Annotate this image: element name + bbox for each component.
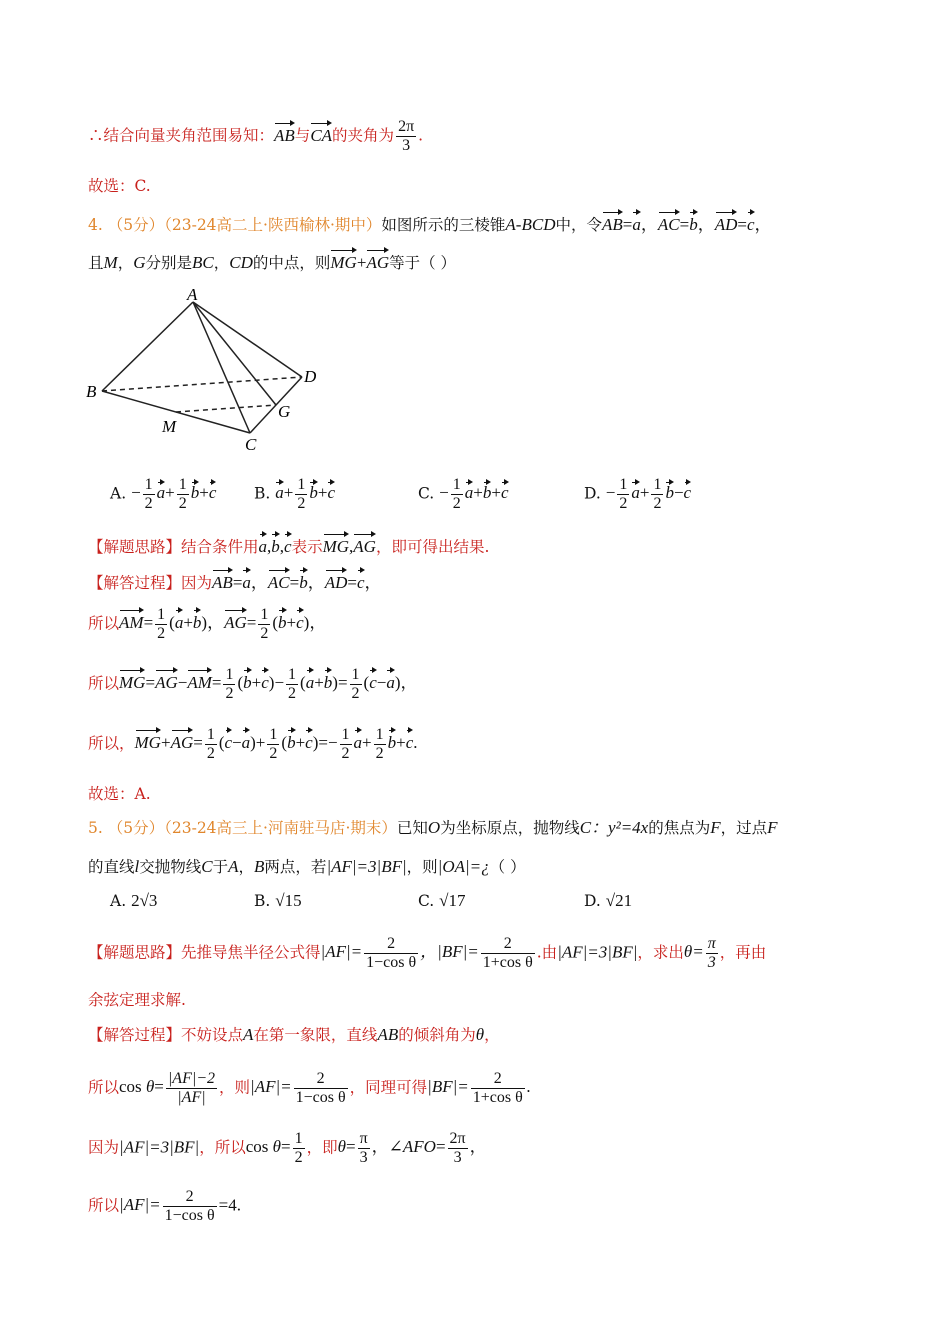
q5-process-line4: 所以|AF|= $\frac{2}{\text{1−cos θ}}$ =4. [88, 1188, 241, 1224]
q5-stem-line2: 的直线l交抛物线C于A，B两点，若|AF|=3|BF|，则|OA|=¿（ ） [88, 857, 526, 876]
q4-process-line2: 所以AM= $\frac{1}{2}$ (a+b)，AG= $\frac{1}{2}$ (b+c)， [88, 606, 327, 642]
q4-analysis: 【解题思路】结合条件用a,b,c表示MG,AG，即可得出结果. [88, 531, 489, 559]
intro-suffix: 的夹角为 [332, 126, 395, 145]
q5-process-line3: 因为|AF|=3|BF|，所以cos θ= $\frac{1}{2}$ ，即θ= $\frac{\pi}{3}$ ，∠AFO= $\frac{2\pi}{3}$ ， [88, 1130, 487, 1166]
intro-mid: 与 [294, 126, 311, 145]
q5-number: 5. [88, 819, 103, 837]
intro-prefix: ∴结合向量夹角范围易知： [88, 126, 275, 145]
q5-option-a[interactable]: A. 2√3 [110, 891, 158, 910]
q4-source: （23-24高二上·陕西榆林·期中） [164, 216, 382, 234]
q4-process-line4: 所以，MG+AG= $\frac{1}{2}$ (c−a)+ $\frac{1}{2}$ (b+c)=− $\frac{1}{2}$ a+ $\frac{1}{2}$ b+c. [88, 726, 418, 762]
edge-bd-dashed [102, 377, 302, 391]
q5-analysis-line2: 余弦定理求解. [88, 991, 186, 1009]
answer-prev: 故选：C. [88, 177, 151, 195]
q4-target: MG+AG [330, 253, 389, 272]
q5-process-line2: 所以cos θ= $\frac{|AF|-2}{|AF|}$ ，则|AF|= $\frac{2}{\text{1−cos θ}}$ ，同理可得|BF|= $\frac{2}{\text{1+cos θ}}$ . [88, 1070, 532, 1106]
label-b: B [86, 382, 97, 401]
q4-answer: 故选：A. [88, 785, 151, 803]
q4-stem-line2: 且M，G分别是BC，CD的中点，则MG+AG等于（ ） [88, 247, 456, 275]
label-a: A [187, 285, 198, 304]
q5-score: （5分） [107, 819, 165, 837]
q5-option-d[interactable]: D. √21 [584, 891, 633, 910]
label-c: C [245, 435, 257, 454]
q4-score: （5分） [107, 216, 165, 234]
q5-source: （23-24高三上·河南驻马店·期末） [164, 819, 397, 837]
q4-stem-line1: 4. （5分）（23-24高二上·陕西榆林·期中）如图所示的三棱锥A-BCD中，令AB=a，AC=b，AD=c， [88, 209, 772, 237]
fraction-2pi-3: $\frac{2\pi}{3}$ [398, 118, 415, 154]
q5-option-b[interactable]: B. √15 [254, 891, 302, 910]
edge-ag [193, 302, 276, 405]
q4-process-line1: 【解答过程】因为AB=a，AC=b，AD=c， [88, 567, 382, 595]
q5-analysis-line1: 【解题思路】先推导焦半径公式得|AF|= $\frac{2}{\text{1−cos θ}}$ ，|BF|= $\frac{2}{\text{1+cos θ}}$ .由|AF|=3|BF|，求出θ= $\frac{\pi}{3}$ ，再由 [88, 935, 767, 971]
label-m: M [162, 417, 177, 436]
q4-option-d[interactable]: D. − $\frac{1}{2}$ a+ $\frac{1}{2}$ b−c [584, 476, 692, 512]
q4-given: AB=a，AC=b，AD=c， [602, 215, 772, 234]
q4-option-a[interactable]: A. − $\frac{1}{2}$ a+ $\frac{1}{2}$ b+c [110, 476, 217, 512]
vector-ca: CA [310, 120, 332, 148]
q5-stem-line1: 5. （5分）（23-24高三上·河南驻马店·期末）已知O为坐标原点，抛物线C：y²=4x的焦点为F，过点F [88, 818, 778, 837]
vector-ab: AB [274, 120, 295, 148]
q4-option-b[interactable]: B. a+ $\frac{1}{2}$ b+c [254, 476, 335, 512]
intro-line: ∴结合向量夹角范围易知：AB与CA的夹角为 $\frac{2\pi}{3}$ . [88, 118, 424, 154]
label-d: D [304, 367, 317, 386]
label-g: G [278, 402, 291, 421]
tetrahedron-figure [80, 280, 340, 460]
q4-process-line3: 所以MG=AG−AM= $\frac{1}{2}$ (b+c)− $\frac{1}{2}$ (a+b)= $\frac{1}{2}$ (c−a)， [88, 666, 418, 702]
q4-number: 4. [88, 216, 103, 234]
q5-process-line1: 【解答过程】不妨设点A在第一象限，直线AB的倾斜角为θ， [88, 1025, 500, 1044]
edge-ab [102, 302, 193, 391]
q4-tetra: A-BCD [505, 215, 556, 234]
edge-mg-dashed [176, 405, 276, 412]
q4-option-c[interactable]: C. − $\frac{1}{2}$ a+b+c [418, 476, 509, 512]
q5-option-c[interactable]: C. √17 [418, 891, 466, 910]
